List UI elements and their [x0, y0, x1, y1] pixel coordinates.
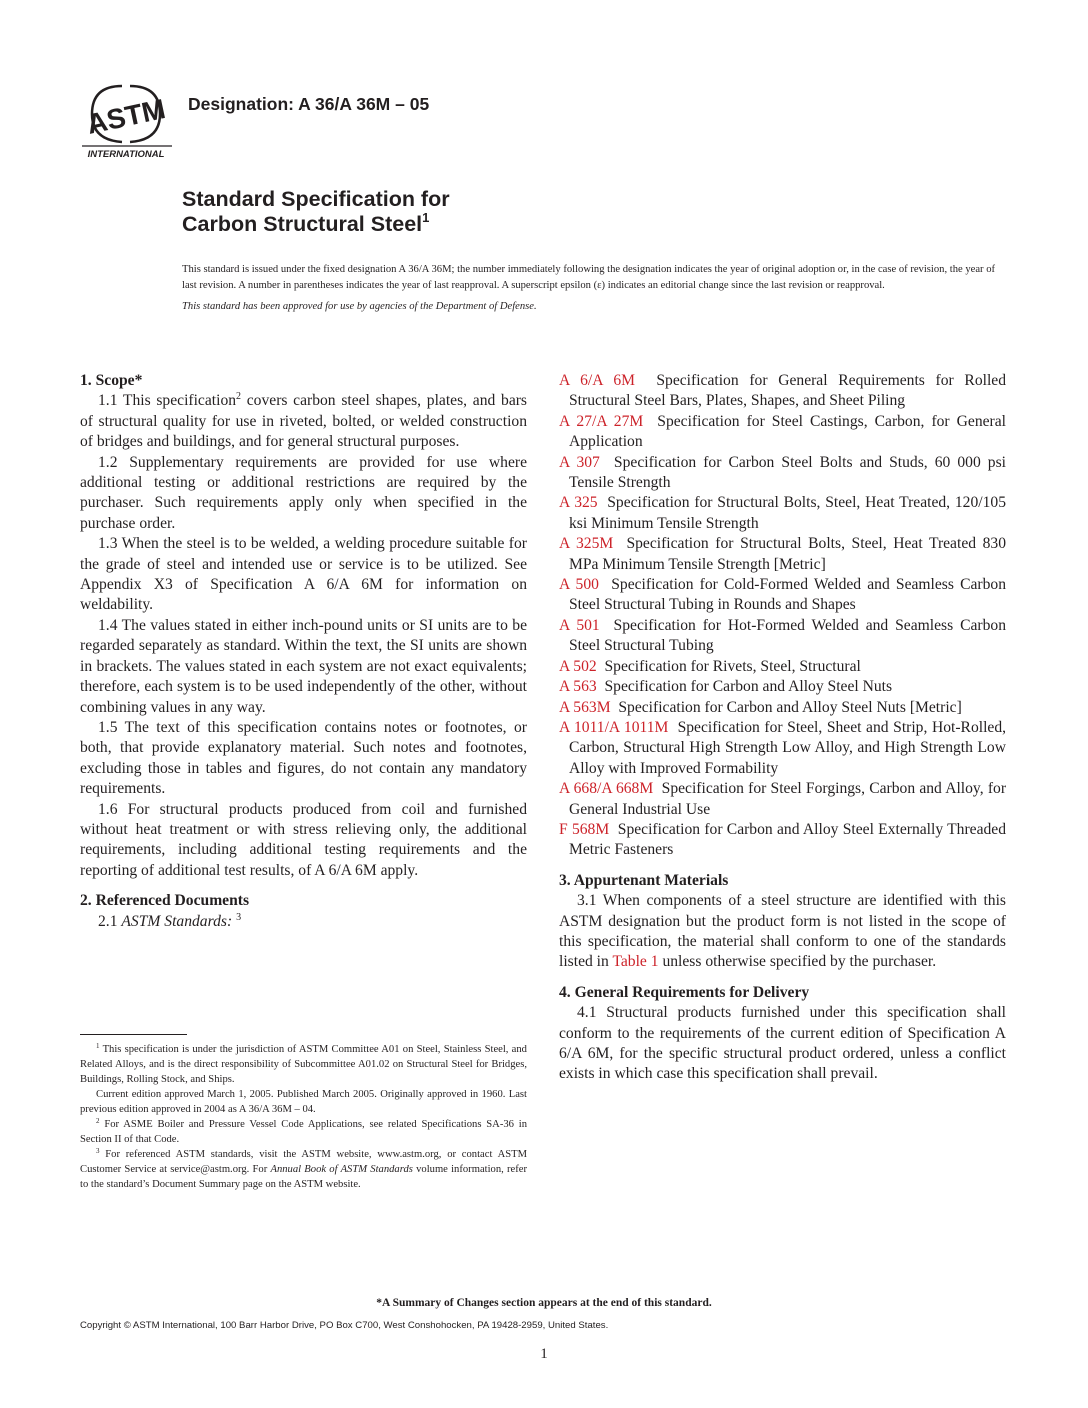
reference-item: F 568M Specification for Carbon and Alloy Steel Externally Threaded Metric Fasteners: [559, 820, 1007, 859]
para-1-3: 1.3 When the steel is to be welded, a welding procedure suitable for the grade of steel and intended use or service is to be utilized. See Appendix X3 of Specification A 6/A 6M for information on weldability.: [80, 535, 527, 614]
reference-link[interactable]: A 500: [559, 576, 599, 594]
reference-link[interactable]: A 325: [559, 494, 598, 512]
reference-link[interactable]: A 563M: [559, 698, 611, 716]
reference-link[interactable]: A 501: [559, 616, 600, 634]
reference-link[interactable]: A 502: [559, 657, 597, 675]
reference-link[interactable]: A 325M: [559, 535, 614, 553]
section-referenced-heading: 2. Referenced Documents: [80, 892, 250, 910]
designation: Designation: A 36/A 36M – 05: [188, 94, 430, 114]
section-general-heading: 4. General Requirements for Delivery: [559, 983, 810, 1001]
reference-link[interactable]: A 563: [559, 678, 597, 696]
reference-link[interactable]: A 6/A 6M: [559, 372, 635, 389]
footnote-2: $^2$ For ASME Boiler and Pressure Vessel Code Applications, see related Specifications SA-36 in Section II of that Code.: [80, 1117, 527, 1145]
reference-link[interactable]: A 1011/A 1011M: [559, 718, 669, 736]
footnotes: [80, 1042, 527, 1192]
svg-text:ASTM: ASTM: [84, 93, 169, 140]
reference-item: A 307 Specification for Carbon Steel Bolts and Studs, 60 000 psi Tensile Strength: [559, 453, 1006, 492]
para-1-4: 1.4 The values stated in either inch-pound units or SI units are to be regarded separately as standard. Within the text, the SI units are shown in brackets. The values stated in each system are not exact equivalents; therefore, each system is to be used independently of the other, without combining values in any way.: [80, 616, 527, 716]
issue-note: [182, 262, 1012, 315]
footnote-ref-2[interactable]: 2: [236, 391, 242, 403]
document-title: [182, 187, 450, 237]
reference-link[interactable]: A 27/A 27M: [559, 412, 644, 430]
reference-item: A 1011/A 1011M Specification for Steel, Sheet and Strip, Hot-Rolled, Carbon, Structural High Strength Low Alloy, and High Strength Low Alloy with Improved Formability: [559, 718, 1007, 777]
right-column: [559, 371, 1006, 1085]
para-1-1: 1.1 This specification$^2$ covers carbon steel shapes, plates, and bars of structural quality for use in riveted, bolted, or welded construction of bridges and buildings, and for general structural purposes.: [80, 391, 527, 451]
reference-item: A 500 Specification for Cold-Formed Welded and Seamless Carbon Steel Structural Tubing in Rounds and Shapes: [559, 576, 1006, 614]
copyright-notice: Copyright © ASTM International, 100 Barr Harbor Drive, PO Box C700, West Conshohocken, PA 19428-2959, United States.: [80, 1320, 609, 1331]
reference-item: A 325M Specification for Structural Bolts, Steel, Heat Treated 830 MPa Minimum Tensile Strength [Metric]: [559, 535, 1007, 573]
reference-item: A 502 Specification for Rivets, Steel, Structural: [559, 657, 861, 675]
section-scope-heading: 1. Scope*: [80, 372, 143, 389]
footnote-1-approval: Current edition approved March 1, 2005. Published March 2005. Originally approved in 1960. Last previous edition approved in 2004 as A 36/A 36M – 04.: [80, 1089, 527, 1115]
para-3-1: 3.1 When components of a steel structure are identified with this ASTM designation but the product form is not listed in the scope of this specification, the material shall conform to one of the standards listed in Table 1 unless otherwise specified by the purchaser.: [559, 892, 1006, 971]
issue-text: This standard is issued under the fixed designation A 36/A 36M; the number immediately following the designation indicates the year of original adoption or, in the case of revision, the year of last revision. A number in parentheses indicates the year of last reapproval. A superscript epsilon (ε) indicates an editorial change since the last revision or reapproval.: [182, 264, 996, 291]
reference-item: A 325 Specification for Structural Bolts, Steel, Heat Treated, 120/105 ksi Minimum Tensile Strength: [559, 494, 1006, 532]
footnote-1: $^1$ This specification is under the jurisdiction of ASTM Committee A01 on Steel, Stainless Steel, and Related Alloys, and is the direct responsibility of Subcommittee A01.02 on Structural Steel for Bridges, Buildings, Rolling Stock, and Ships.: [80, 1042, 527, 1085]
para-1-2: 1.2 Supplementary requirements are provided for use where additional testing or additional restrictions are required by the purchaser. Such requirements apply only when specified in the purchase order.: [80, 453, 527, 532]
title-line-1: Standard Specification for: [182, 187, 450, 211]
summary-of-changes-note: *A Summary of Changes section appears at the end of this standard.: [376, 1297, 712, 1309]
section-appurtenant-heading: 3. Appurtenant Materials: [559, 871, 729, 889]
table-1-link[interactable]: Table 1: [612, 953, 659, 971]
para-1-5: 1.5 The text of this specification contains notes or footnotes, or both, that provide explanatory material. Such notes and footnotes, excluding those in tables and figures, do not contain any mandatory requirements.: [80, 718, 527, 798]
footnote-divider: [80, 1034, 187, 1035]
reference-link[interactable]: F 568M: [559, 820, 610, 838]
title-line-2: Carbon Structural Steel$^1$: [182, 210, 430, 236]
para-2-1: 2.1 ASTM Standards: $^3$: [98, 911, 242, 930]
para-1-6: 1.6 For structural products produced from coil and furnished without heat treatment or with stress relieving only, the additional requirements, including additional testing requirements and the reporting of additional test results, of A 6/A 6M apply.: [80, 800, 527, 879]
reference-link[interactable]: A 668/A 668M: [559, 780, 654, 798]
reference-link[interactable]: A 307: [559, 453, 600, 471]
dod-approval-note: This standard has been approved for use by agencies of the Department of Defense.: [182, 301, 537, 312]
para-4-1: 4.1 Structural products furnished under this specification shall conform to the requirements of the current edition of Specification A 6/A 6M, for the specific structural product ordered, unless a conflict exists in which case this specification shall prevail.: [559, 1004, 1006, 1083]
reference-item: A 27/A 27M Specification for Steel Castings, Carbon, for General Application: [559, 412, 1006, 451]
page-number: 1: [540, 1346, 548, 1362]
reference-item: A 563M Specification for Carbon and Alloy Steel Nuts [Metric]: [559, 698, 962, 716]
reference-item: A 563 Specification for Carbon and Alloy Steel Nuts: [559, 678, 893, 696]
reference-item: A 501 Specification for Hot-Formed Welded and Seamless Carbon Steel Structural Tubing: [559, 616, 1006, 655]
reference-list: [559, 371, 1006, 861]
astm-logo-icon: [82, 84, 172, 160]
reference-item: A 668/A 668M Specification for Steel Forgings, Carbon and Alloy, for General Industrial Use: [559, 780, 1007, 818]
footnote-3: $^3$ For referenced ASTM standards, visit the ASTM website, www.astm.org, or contact ASTM Customer Service at service@astm.org. For Annual Book of ASTM Standards volume information, refer to the standard’s Document Summary page on the ASTM website.: [80, 1147, 527, 1190]
title-footnote-ref[interactable]: 1: [422, 210, 430, 225]
footnote-ref-3[interactable]: 3: [236, 911, 242, 923]
logo-subtext: INTERNATIONAL: [87, 149, 165, 160]
left-column: [80, 371, 527, 932]
reference-item: A 6/A 6M Specification for General Requirements for Rolled Structural Steel Bars, Plates, Shapes, and Sheet Piling: [559, 372, 1007, 410]
